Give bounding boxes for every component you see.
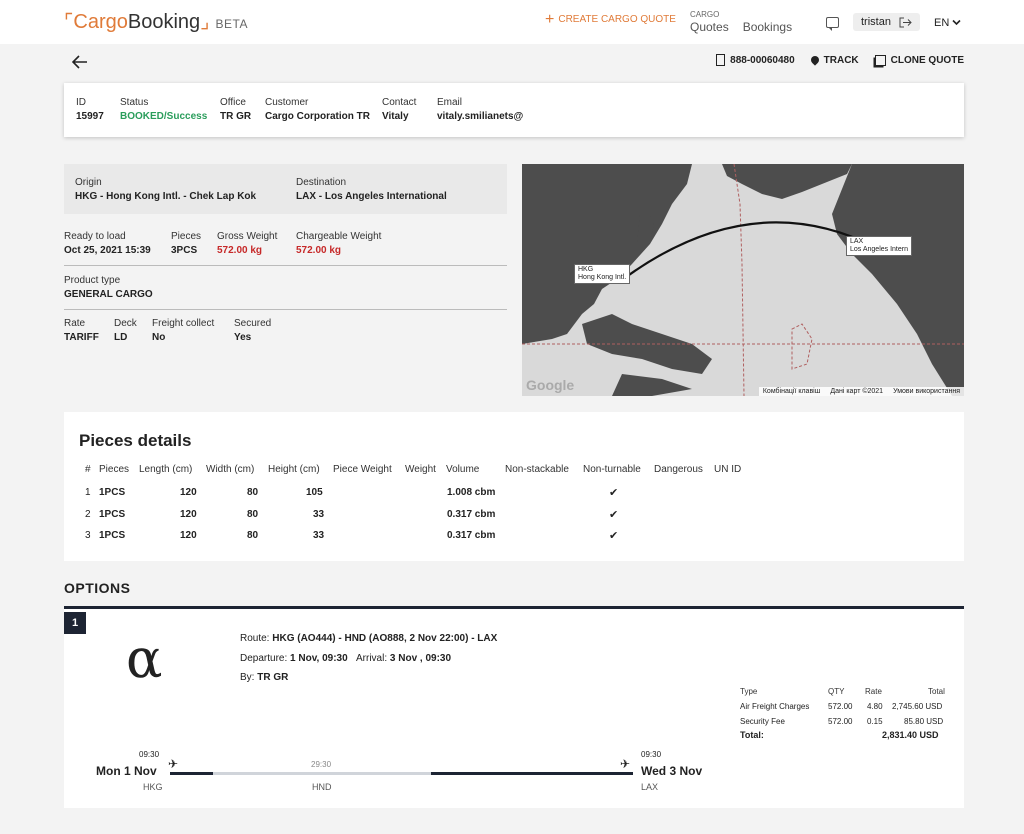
route-label: Route: — [240, 633, 270, 644]
cell-pieces: 1PCS — [99, 509, 126, 520]
by-value: TR GR — [257, 672, 289, 683]
create-quote-label: CREATE CARGO QUOTE — [558, 14, 676, 25]
customer-label: Customer — [265, 97, 309, 108]
arrival-label: Arrival: — [356, 653, 388, 664]
col-header-width: Width (cm) — [206, 464, 255, 475]
summary-status — [120, 97, 207, 122]
col-header-number: # — [85, 464, 91, 475]
marker-hkg-code: HKG — [578, 266, 594, 273]
deck-field — [114, 318, 137, 343]
rate-field — [64, 318, 99, 343]
chevron-down-icon — [952, 19, 961, 26]
logo-booking: Booking — [127, 11, 201, 33]
route-info — [240, 633, 497, 644]
beta-badge: BETA — [215, 17, 248, 31]
charges-header-qty: QTY — [828, 687, 845, 696]
office-label: Office — [220, 97, 246, 108]
map-marker-hkg[interactable] — [574, 264, 630, 284]
nav-quotes-link[interactable]: Quotes — [690, 20, 729, 34]
logo-bracket: ⌜ — [64, 11, 74, 33]
col-header-length: Length (cm) — [139, 464, 193, 475]
cell-length: 120 — [180, 530, 197, 541]
cell-volume: 0.317 cbm — [447, 509, 496, 520]
airline-logo: α — [126, 627, 163, 690]
status-badge: BOOKED/Success — [120, 111, 208, 122]
divider — [64, 265, 507, 266]
check-icon: ✔ — [609, 509, 619, 521]
route-box — [64, 164, 507, 214]
cell-number: 2 — [85, 509, 91, 520]
office-value: TR GR — [220, 111, 252, 122]
map-data-credit: Дані карт ©2021 — [830, 388, 884, 395]
username: tristan — [861, 16, 891, 28]
arrival-date: Wed 3 Nov — [641, 764, 703, 778]
app-logo[interactable] — [64, 9, 248, 34]
location-pin-icon — [809, 54, 820, 65]
flight-segment-bar — [170, 772, 213, 775]
col-header-pieces: Pieces — [99, 464, 130, 475]
document-number-button[interactable] — [716, 54, 795, 66]
cell-number: 3 — [85, 530, 91, 541]
track-button[interactable] — [811, 55, 859, 66]
deck-value: LD — [114, 332, 128, 343]
departure-date: Mon 1 Nov — [96, 764, 157, 778]
freight-collect-field — [152, 318, 214, 343]
arrival-time: 09:30 — [641, 750, 662, 759]
col-header-non-stackable: Non-stackable — [505, 464, 569, 475]
summary-id — [76, 97, 104, 122]
document-number: 888-00060480 — [730, 54, 795, 66]
logo-bracket-right: ⌟ — [200, 11, 210, 33]
charge-rate: 0.15 — [867, 717, 883, 726]
pieces-field — [171, 231, 201, 256]
charge-qty: 572.00 — [828, 702, 853, 711]
route-map[interactable] — [522, 164, 964, 396]
language-selector[interactable] — [934, 17, 961, 29]
charge-total: 85.80 USD — [904, 717, 944, 726]
marker-lax-code: LAX — [850, 238, 864, 245]
rate-value: TARIFF — [64, 332, 99, 343]
chat-icon[interactable] — [826, 17, 839, 28]
summary-customer — [265, 97, 370, 122]
summary-contact — [382, 97, 416, 122]
layover-bar — [213, 772, 431, 775]
document-icon — [716, 54, 725, 66]
contact-value: Vitaly — [382, 111, 409, 122]
keyboard-shortcuts-link[interactable]: Комбінації клавіш — [762, 388, 821, 395]
cell-width: 80 — [247, 509, 259, 520]
charge-type: Air Freight Charges — [740, 702, 810, 711]
clone-icon — [875, 55, 886, 66]
flight-segment-bar — [431, 772, 633, 775]
logo-cargo: Cargo — [73, 11, 128, 33]
check-icon: ✔ — [609, 530, 619, 542]
create-cargo-quote-button[interactable] — [545, 10, 676, 28]
arrival-code: LAX — [641, 782, 659, 792]
charge-type: Security Fee — [740, 717, 785, 726]
gross-weight-field — [217, 231, 277, 256]
chargeable-weight-value: 572.00 kg — [296, 245, 342, 256]
ready-to-load-field — [64, 231, 151, 256]
origin-label: Origin — [75, 177, 102, 188]
cell-height: 105 — [306, 487, 323, 498]
chargeable-weight-label: Chargeable Weight — [296, 231, 382, 242]
cell-length: 120 — [180, 487, 197, 498]
origin-value: HKG - Hong Kong Intl. - Chek Lap Kok — [75, 191, 257, 202]
chargeable-weight-field — [296, 231, 381, 256]
total-label: Total: — [740, 730, 764, 740]
status-label: Status — [120, 97, 149, 108]
charge-rate: 4.80 — [867, 702, 883, 711]
user-menu[interactable] — [853, 13, 920, 31]
destination-label: Destination — [296, 177, 347, 188]
clone-label: CLONE QUOTE — [890, 54, 964, 66]
destination-value: LAX - Los Angeles International — [296, 191, 447, 202]
secured-field — [234, 318, 271, 343]
cell-length: 120 — [180, 509, 197, 520]
booking-summary-card — [64, 83, 964, 137]
nav-category — [690, 8, 719, 20]
option-card[interactable] — [64, 606, 964, 808]
id-value: 15997 — [76, 111, 104, 122]
secured-label: Secured — [234, 318, 272, 329]
cell-volume: 0.317 cbm — [447, 530, 496, 541]
option-number-badge: 1 — [64, 612, 86, 634]
contact-label: Contact — [382, 97, 417, 108]
destination-field — [296, 177, 447, 202]
cell-pieces: 1PCS — [99, 530, 126, 541]
schedule-info — [240, 653, 451, 664]
col-header-piece-weight: Piece Weight — [333, 464, 392, 475]
google-logo: Google — [526, 377, 575, 393]
nav-category-label: CARGO — [690, 10, 720, 19]
cell-volume: 1.008 cbm — [447, 487, 496, 498]
col-header-dangerous: Dangerous — [654, 464, 703, 475]
email-label: Email — [437, 97, 463, 108]
cell-width: 80 — [247, 530, 259, 541]
top-bar — [0, 0, 1024, 44]
main-nav — [690, 20, 792, 34]
departure-time: 09:30 — [139, 750, 160, 759]
ready-label: Ready to load — [64, 231, 126, 242]
customer-value: Cargo Corporation TR — [265, 111, 370, 122]
marker-lax-name: Los Angeles Intern — [850, 246, 908, 253]
plane-icon: ✈ — [168, 757, 179, 771]
freight-collect-value: No — [152, 332, 166, 343]
cell-width: 80 — [247, 487, 259, 498]
product-type-value: GENERAL CARGO — [64, 289, 153, 300]
charges-header-rate: Rate — [865, 687, 882, 696]
deck-label: Deck — [114, 318, 137, 329]
divider — [64, 309, 507, 310]
freight-collect-label: Freight collect — [152, 318, 215, 329]
cell-number: 1 — [85, 487, 91, 498]
route-value: HKG (AO444) - HND (AO888, 2 Nov 22:00) - LAX — [272, 633, 498, 644]
col-header-weight: Weight — [405, 464, 436, 475]
options-title: OPTIONS — [64, 580, 131, 596]
pieces-details-card — [64, 412, 964, 561]
charge-qty: 572.00 — [828, 717, 853, 726]
charge-total: 2,745.60 USD — [892, 702, 943, 711]
product-type-field — [64, 275, 153, 300]
product-type-label: Product type — [64, 275, 121, 286]
map-attribution — [759, 387, 964, 396]
check-icon: ✔ — [609, 487, 619, 499]
layover-code: HND — [312, 782, 332, 792]
ready-value: Oct 25, 2021 15:39 — [64, 245, 151, 256]
marker-hkg-name: Hong Kong Intl. — [578, 274, 627, 281]
track-label: TRACK — [823, 54, 859, 66]
layover-time: 29:30 — [311, 760, 332, 769]
col-header-non-turnable: Non-turnable — [583, 464, 641, 475]
origin-field — [75, 177, 256, 202]
pieces-label: Pieces — [171, 231, 202, 242]
departure-code: HKG — [143, 782, 163, 792]
nav-bookings-link[interactable]: Bookings — [742, 20, 793, 34]
summary-email — [437, 97, 523, 122]
email-value: vitaly.smilianets@ — [437, 111, 524, 122]
cell-height: 33 — [313, 509, 325, 520]
charges-header-type: Type — [740, 687, 758, 696]
clone-quote-button[interactable] — [875, 55, 964, 66]
arrival-value: 3 Nov , 09:30 — [389, 653, 452, 664]
secured-value: Yes — [234, 332, 252, 343]
carrier-info — [240, 672, 288, 683]
cell-pieces: 1PCS — [99, 487, 126, 498]
gross-weight-value: 572.00 kg — [217, 245, 263, 256]
map-marker-lax[interactable] — [846, 236, 912, 256]
col-header-volume: Volume — [446, 464, 480, 475]
col-header-height: Height (cm) — [268, 464, 320, 475]
id-label: ID — [76, 97, 86, 108]
pieces-title: Pieces details — [79, 431, 192, 450]
language-label: EN — [934, 17, 950, 29]
col-header-un-id: UN ID — [714, 464, 742, 475]
back-arrow-icon[interactable] — [72, 53, 88, 74]
cell-height: 33 — [313, 530, 325, 541]
logout-icon[interactable] — [899, 17, 912, 28]
departure-value: 1 Nov, 09:30 — [290, 653, 348, 664]
by-label: By: — [240, 672, 255, 683]
total-value: 2,831.40 USD — [882, 730, 939, 740]
summary-office — [220, 97, 251, 122]
booking-actions — [716, 54, 964, 66]
pieces-value: 3PCS — [171, 245, 198, 256]
plane-icon: ✈ — [620, 757, 631, 771]
terms-link[interactable]: Умови використання — [893, 388, 960, 395]
gross-weight-label: Gross Weight — [217, 231, 278, 242]
departure-label: Departure: — [240, 653, 288, 664]
rate-label: Rate — [64, 318, 86, 329]
charges-header-total: Total — [928, 687, 945, 696]
plus-icon: + — [545, 10, 555, 28]
